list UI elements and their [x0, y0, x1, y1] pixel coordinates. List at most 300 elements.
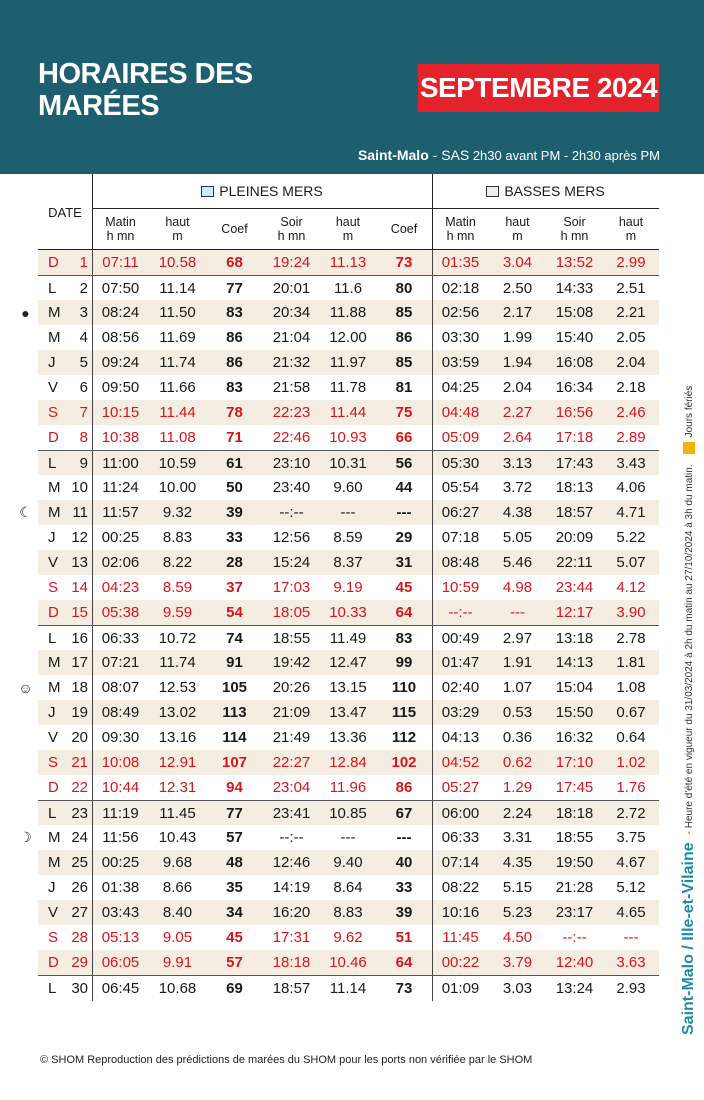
pm-soir-height: ---	[340, 504, 356, 521]
column-divider	[92, 250, 93, 275]
month-badge: SEPTEMBRE 2024	[418, 64, 659, 112]
pm-soir-height: 9.19	[333, 579, 363, 596]
table-row	[38, 575, 659, 600]
coef-evening: 115	[391, 704, 417, 721]
coef-evening: 40	[395, 854, 413, 871]
bm-soir-time: 12:17	[555, 604, 594, 621]
pm-matin-time: 08:49	[101, 704, 140, 721]
bm-soir-time: 21:28	[555, 879, 594, 896]
coef-evening: 29	[395, 529, 413, 546]
side-location: Saint-Malo / Ille-et-Vilaine	[680, 842, 697, 1035]
table-row	[38, 425, 659, 450]
coef-morning: 71	[226, 429, 243, 446]
pm-soir-time: 19:24	[272, 254, 311, 271]
bm-matin-height: 2.27	[502, 404, 533, 421]
port-name: Saint-Malo	[357, 147, 429, 163]
pm-matin-height: 13.02	[158, 704, 197, 721]
table-row	[38, 325, 659, 350]
high-water-icon	[201, 186, 214, 197]
day-number: 15	[71, 604, 88, 621]
column-divider	[432, 325, 433, 350]
coef-evening: 85	[395, 304, 413, 321]
column-divider	[432, 801, 433, 826]
pm-soir-height: 10.31	[329, 455, 367, 472]
column-divider	[432, 575, 433, 600]
table-row	[38, 350, 659, 375]
bm-soir-height: 5.22	[616, 529, 646, 546]
bm-matin-height: 0.62	[502, 754, 533, 771]
bm-soir-time: 18:55	[555, 829, 594, 846]
first-quarter-moon-icon: ☾	[19, 504, 32, 520]
bm-matin-height: 1.91	[502, 654, 533, 671]
table-row	[38, 675, 659, 700]
pm-soir-height: 11.13	[329, 254, 367, 271]
pm-soir-height: 8.59	[333, 529, 363, 546]
bm-matin-height: 2.64	[502, 429, 533, 446]
pm-matin-height: 11.69	[159, 329, 196, 346]
pm-soir-height: 10.46	[329, 954, 367, 971]
column-divider	[432, 276, 433, 301]
coef-morning: 83	[226, 304, 243, 321]
pm-soir-time: 18:18	[272, 954, 311, 971]
pm-soir-time: --:--	[279, 829, 304, 846]
day-number: 13	[71, 554, 88, 571]
column-divider	[92, 525, 93, 550]
coef-morning: 86	[226, 354, 243, 371]
header-divider-date	[92, 174, 93, 250]
column-divider	[92, 650, 93, 675]
day-number: 4	[79, 329, 88, 346]
column-divider	[432, 900, 433, 925]
coef2-label: Coef	[390, 222, 418, 236]
pm-soir-time: 17:31	[272, 929, 311, 946]
day-number: 21	[71, 754, 88, 771]
bm-soir-height: 2.21	[616, 304, 646, 321]
bm-soir-height: 1.76	[616, 779, 646, 796]
bm-matin-height: 4.35	[502, 854, 533, 871]
pm-matin-time: 09:24	[101, 354, 140, 371]
pm-matin-height: 12.53	[158, 679, 197, 696]
full-moon-icon: ☺	[18, 679, 33, 696]
weekday-letter: J	[48, 354, 56, 371]
coef-evening: 44	[395, 479, 413, 496]
bm-matin-height: 1.29	[502, 779, 533, 796]
port-info	[358, 147, 660, 163]
pm-soir-time: 23:40	[272, 479, 311, 496]
weekday-letter: D	[48, 604, 59, 621]
pm-soir-time: 20:01	[272, 280, 311, 297]
column-divider	[92, 626, 93, 651]
pm-matin-time: 07:21	[101, 654, 140, 671]
bm-matin-height: 4.38	[502, 504, 533, 521]
table-row	[38, 875, 659, 900]
column-divider	[432, 250, 433, 275]
bm-soir-height: 4.65	[616, 904, 646, 921]
pm-matin-height: 10.43	[158, 829, 197, 846]
bm-soir-height: 2.18	[616, 379, 646, 396]
pm-matin-height: 10.00	[158, 479, 197, 496]
pm-soir-height: 12.00	[329, 329, 367, 346]
pm-matin-time: 04:23	[101, 579, 140, 596]
column-divider	[92, 451, 93, 476]
coef1-label: Coef	[221, 222, 248, 236]
coef-evening: ---	[396, 829, 412, 846]
coef-morning: 68	[226, 254, 243, 271]
weekday-letter: S	[48, 929, 59, 946]
pm-matin-height: 10.68	[158, 980, 197, 997]
weekday-letter: S	[48, 404, 59, 421]
column-divider	[92, 750, 93, 775]
coef-evening: 56	[395, 455, 413, 472]
day-number: 11	[72, 504, 88, 521]
pm-soir-time: 18:55	[272, 630, 311, 647]
last-quarter-moon-icon: ☽	[19, 829, 32, 845]
bm-matin-height: 1.94	[502, 354, 533, 371]
bm-matin-time: 02:18	[441, 280, 480, 297]
coef-morning: 77	[226, 805, 243, 822]
column-divider	[92, 925, 93, 950]
coef-morning: 77	[226, 280, 243, 297]
holiday-legend-label: Jours fériés	[683, 385, 695, 438]
bm-matin-height-header	[489, 208, 546, 250]
bm-matin-time: 04:52	[441, 754, 480, 771]
bm-matin-height: 4.50	[502, 929, 533, 946]
coef-evening: 73	[395, 254, 413, 271]
bm-soir-height-header	[603, 208, 659, 250]
pm-soir-time: 12:46	[272, 854, 311, 871]
column-divider	[92, 675, 93, 700]
pm-soir-height: 9.40	[333, 854, 363, 871]
bm-soir-height: 2.93	[616, 980, 646, 997]
pm-soir-height: 11.6	[333, 280, 363, 297]
coef-evening: 51	[395, 929, 413, 946]
bm-matin-height: 3.72	[502, 479, 533, 496]
coef-evening: 31	[395, 554, 413, 571]
coef-evening: 39	[395, 904, 413, 921]
table-row	[38, 650, 659, 675]
column-divider	[432, 650, 433, 675]
bm-soir-time: 17:43	[555, 455, 594, 472]
pm-matin-time: 05:38	[101, 604, 140, 621]
weekday-letter: M	[48, 329, 61, 346]
weekday-letter: M	[48, 479, 61, 496]
weekday-letter: M	[48, 504, 61, 521]
pm-matin-unit: h mn	[106, 229, 135, 243]
coef-morning: 28	[226, 554, 243, 571]
pm-matin-time: 08:56	[101, 329, 140, 346]
bm-soir-time: 15:50	[555, 704, 594, 721]
pm-soir-height: 13.36	[329, 729, 367, 746]
pm-matin-time: 00:25	[101, 854, 140, 871]
pm-soir-time: --:--	[279, 504, 304, 521]
bm-matin-height: 5.15	[502, 879, 533, 896]
weekday-letter: J	[48, 529, 56, 546]
coef-morning: 74	[226, 630, 243, 647]
bm-soir-time: 13:18	[555, 630, 594, 647]
header-divider-groups	[432, 174, 433, 250]
bm-soir-time: 17:45	[555, 779, 594, 796]
day-number: 28	[71, 929, 88, 946]
day-number: 17	[71, 654, 88, 671]
column-divider	[92, 375, 93, 400]
pm-matin-time: 10:38	[101, 429, 140, 446]
table-row	[38, 500, 659, 525]
coef-evening: 64	[395, 954, 413, 971]
weekday-letter: M	[48, 679, 61, 696]
table-row	[38, 900, 659, 925]
bm-soir-time: 16:32	[555, 729, 594, 746]
bm-soir-height: ---	[623, 929, 639, 946]
bm-soir-time: 16:34	[555, 379, 594, 396]
bm-soir-time: 17:10	[555, 754, 594, 771]
pm-matin-time: 08:24	[101, 304, 140, 321]
table-row	[38, 275, 659, 300]
pm-soir-time: 23:41	[272, 805, 311, 822]
pm-soir-height: 9.60	[333, 479, 363, 496]
pm-soir-height: 9.62	[333, 929, 363, 946]
bm-matin-time: 10:59	[441, 579, 480, 596]
bm-soir-height: 4.06	[616, 479, 646, 496]
pm-matin-height: 13.16	[158, 729, 197, 746]
table-row	[38, 475, 659, 500]
pm-matin-height: 11.08	[159, 429, 196, 446]
day-number: 6	[79, 379, 88, 396]
column-divider	[432, 425, 433, 450]
day-number: 14	[71, 579, 88, 596]
bm-matin-time: 10:16	[441, 904, 480, 921]
bm-soir-time: 17:18	[555, 429, 594, 446]
pm-soir-time: 21:04	[272, 329, 311, 346]
table-row	[38, 375, 659, 400]
weekday-letter: J	[48, 704, 56, 721]
coef-evening: 85	[395, 354, 413, 371]
date-header: DATE	[48, 204, 82, 220]
table-row	[38, 800, 659, 825]
table-row	[38, 725, 659, 750]
pm-matin-time: 07:50	[101, 280, 140, 297]
pm-soir-height: 11.97	[329, 354, 367, 371]
bm-matin-height: 0.53	[502, 704, 533, 721]
pm-soir-time: 14:19	[272, 879, 311, 896]
weekday-letter: V	[48, 379, 59, 396]
pm-soir-height: 12.47	[329, 654, 367, 671]
bm-soir-unit: h mn	[560, 229, 589, 243]
bm-matin-height: 2.17	[502, 304, 533, 321]
pm-matin-height: 10.58	[158, 254, 197, 271]
holiday-legend-swatch	[683, 442, 695, 454]
bm-soir-height: 2.89	[616, 429, 646, 446]
table-row	[38, 950, 659, 975]
bm-soir-height: 2.04	[616, 354, 646, 371]
weekday-letter: D	[48, 779, 59, 796]
table-row	[38, 450, 659, 475]
pm-matin-height: 10.59	[158, 455, 197, 472]
bm-matin-time: 05:27	[441, 779, 480, 796]
weekday-letter: M	[48, 854, 61, 871]
bm-soir-height: 2.05	[616, 329, 646, 346]
pm-soir-height-unit: m	[342, 229, 354, 243]
pm-matin-time: 06:33	[101, 630, 140, 647]
day-number: 30	[71, 980, 88, 997]
column-divider	[432, 375, 433, 400]
pm-matin-time: 09:30	[101, 729, 140, 746]
bm-matin-time: 11:45	[442, 929, 479, 946]
bm-matin-time: 08:48	[441, 554, 480, 571]
coef-morning: 78	[226, 404, 243, 421]
pm-soir-time: 21:32	[272, 354, 311, 371]
bm-matin-height: 5.23	[502, 904, 533, 921]
pm-soir-time: 16:20	[272, 904, 311, 921]
header-divider-subheads	[92, 208, 659, 209]
bm-soir-time: 20:09	[555, 529, 594, 546]
weekday-letter: L	[48, 630, 57, 647]
column-divider	[432, 750, 433, 775]
bm-matin-header	[432, 208, 489, 250]
pm-soir-header	[263, 208, 320, 250]
bm-soir-height: 3.90	[616, 604, 646, 621]
bm-soir-label: Soir	[563, 215, 586, 229]
coef-morning: 57	[226, 954, 243, 971]
pm-soir-time: 12:56	[272, 529, 311, 546]
coef1-header	[206, 208, 263, 250]
weekday-letter: S	[48, 754, 59, 771]
bm-soir-time: 13:24	[555, 980, 594, 997]
port-sas: SAS	[441, 147, 470, 163]
weekday-letter: L	[48, 455, 57, 472]
bm-soir-time: 15:40	[555, 329, 594, 346]
pm-matin-height: 11.14	[159, 280, 196, 297]
pm-soir-height: ---	[340, 829, 356, 846]
table-row	[38, 825, 659, 850]
bm-matin-height: 3.03	[502, 980, 533, 997]
bm-soir-time: 18:18	[555, 805, 594, 822]
weekday-letter: J	[48, 879, 56, 896]
bm-soir-height: 3.63	[616, 954, 646, 971]
coef-evening: 66	[395, 429, 413, 446]
pm-matin-time: 02:06	[101, 554, 140, 571]
bm-soir-height: 4.12	[616, 579, 646, 596]
low-water-icon	[486, 186, 499, 197]
bm-soir-time: 14:33	[555, 280, 594, 297]
day-number: 7	[79, 404, 88, 421]
coef-evening: 33	[395, 879, 413, 896]
column-divider	[92, 950, 93, 975]
weekday-letter: V	[48, 554, 59, 571]
table-row	[38, 975, 659, 1000]
pm-matin-height: 11.74	[159, 354, 196, 371]
coef-morning: 94	[226, 779, 243, 796]
weekday-letter: M	[48, 654, 61, 671]
pm-soir-height: 10.33	[329, 604, 367, 621]
day-number: 27	[71, 904, 88, 921]
bm-matin-time: 06:00	[441, 805, 480, 822]
column-divider	[92, 550, 93, 575]
day-number: 2	[79, 280, 88, 297]
bm-soir-height: 0.64	[616, 729, 646, 746]
side-dst-note: - Heure d'été en vigueur du 31/03/2024 à 2h du matin au 27/10/2024 à 3h du matin.	[683, 464, 695, 835]
pm-matin-time: 06:05	[101, 954, 140, 971]
new-moon-icon: ●	[21, 304, 30, 321]
coef-evening: 81	[395, 379, 413, 396]
column-divider	[92, 350, 93, 375]
bm-matin-height: 0.36	[502, 729, 533, 746]
pm-matin-height: 11.44	[159, 404, 196, 421]
bm-matin-height: 1.99	[502, 329, 533, 346]
bm-matin-time: 03:59	[441, 354, 480, 371]
coef-evening: 45	[395, 579, 413, 596]
table-row	[38, 300, 659, 325]
bm-soir-height: 5.07	[616, 554, 646, 571]
day-number: 22	[71, 779, 88, 796]
pm-matin-time: 09:50	[101, 379, 140, 396]
weekday-letter: D	[48, 429, 59, 446]
column-divider	[432, 675, 433, 700]
pm-soir-time: 22:27	[272, 754, 311, 771]
column-divider	[432, 825, 433, 850]
pm-soir-time: 21:58	[272, 379, 311, 396]
high-water-label: PLEINES MERS	[219, 183, 323, 199]
column-divider	[432, 475, 433, 500]
pm-soir-height: 13.47	[329, 704, 367, 721]
bm-matin-time: 01:35	[441, 254, 480, 271]
pm-soir-height: 11.14	[329, 980, 367, 997]
coef-morning: 91	[226, 654, 243, 671]
table-row	[38, 550, 659, 575]
column-divider	[432, 525, 433, 550]
weekday-letter: L	[48, 280, 57, 297]
bm-matin-height: ---	[510, 604, 525, 621]
bm-matin-height: 3.79	[502, 954, 533, 971]
bm-soir-height: 4.71	[616, 504, 646, 521]
column-divider	[92, 400, 93, 425]
pm-matin-height: 8.83	[162, 529, 193, 546]
column-divider	[92, 300, 93, 325]
pm-soir-time: 23:10	[272, 455, 311, 472]
pm-soir-height: 11.96	[329, 779, 367, 796]
column-divider	[92, 700, 93, 725]
coef-evening: 73	[395, 980, 413, 997]
title-line-1: HORAIRES DES	[38, 58, 253, 90]
pm-soir-height-header	[320, 208, 376, 250]
bm-soir-height: 5.12	[616, 879, 646, 896]
day-number: 24	[71, 829, 88, 846]
day-number: 18	[71, 679, 88, 696]
pm-soir-height: 11.88	[329, 304, 367, 321]
pm-soir-height: 11.78	[329, 379, 367, 396]
bm-soir-time: 15:08	[555, 304, 594, 321]
pm-matin-time: 07:11	[102, 254, 139, 271]
bm-matin-time: 06:33	[441, 829, 480, 846]
coef-evening: 86	[395, 779, 413, 796]
bm-soir-time: 13:52	[555, 254, 594, 271]
column-divider	[92, 325, 93, 350]
table-row	[38, 525, 659, 550]
table-row	[38, 250, 659, 275]
day-number: 20	[71, 729, 88, 746]
pm-matin-time: 10:08	[101, 754, 140, 771]
bm-matin-time: 05:30	[441, 455, 480, 472]
day-number: 26	[71, 879, 88, 896]
bm-soir-height: 2.78	[616, 630, 646, 647]
pm-matin-height: 12.91	[158, 754, 197, 771]
table-row	[38, 925, 659, 950]
weekday-letter: D	[48, 254, 59, 271]
column-divider	[432, 300, 433, 325]
coef-morning: 69	[226, 980, 243, 997]
pm-soir-time: 18:57	[272, 980, 311, 997]
pm-soir-time: 22:23	[272, 404, 311, 421]
page-title	[38, 58, 253, 122]
